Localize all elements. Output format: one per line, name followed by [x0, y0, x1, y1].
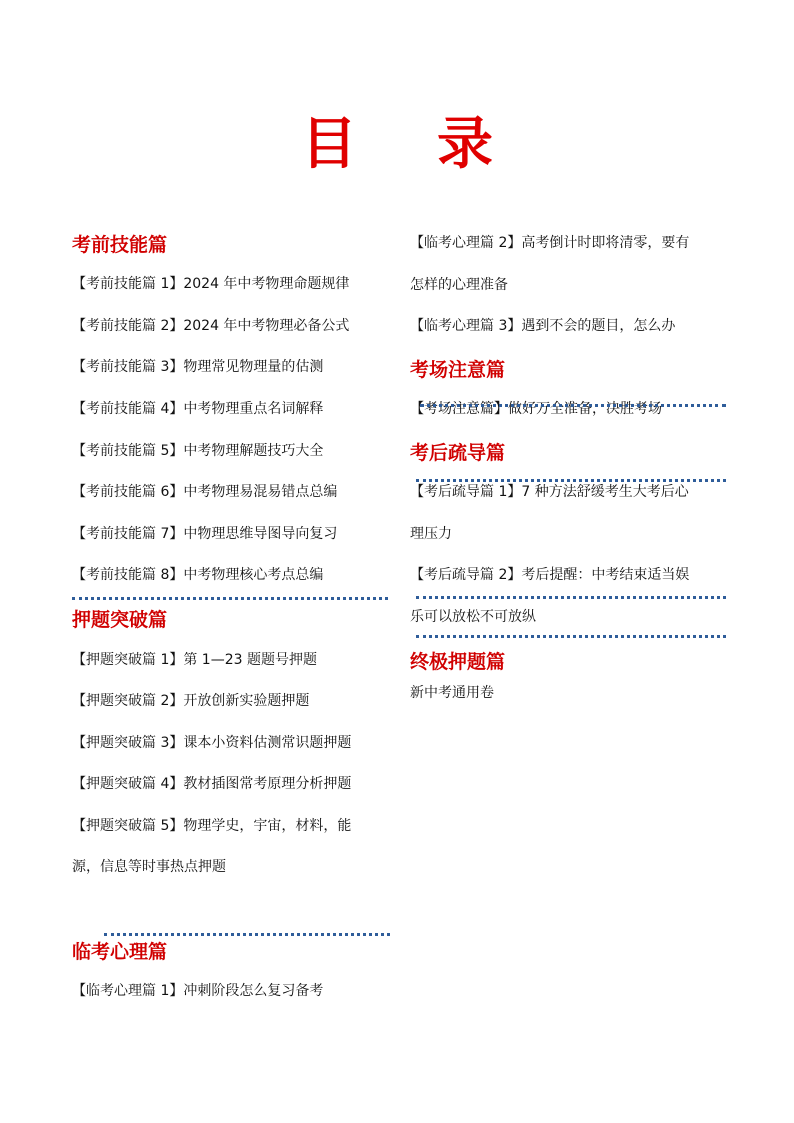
- section-heading-psychology: 临考心理篇: [72, 941, 168, 963]
- toc-item[interactable]: 【考前技能篇 2】2024 年中考物理必备公式: [72, 318, 350, 334]
- page-title: [0, 100, 794, 180]
- title-char-2: 录: [437, 111, 493, 177]
- toc-item[interactable]: 【临考心理篇 2】高考倒计时即将清零，要有: [410, 235, 690, 251]
- toc-item[interactable]: 【临考心理篇 1】冲刺阶段怎么复习备考: [72, 983, 324, 999]
- toc-item[interactable]: 【考前技能篇 5】中考物理解题技巧大全: [72, 443, 324, 459]
- section-heading-exam-room: 考场注意篇: [410, 359, 506, 381]
- toc-item[interactable]: 【押题突破篇 2】开放创新实验题押题: [72, 693, 310, 709]
- toc-item[interactable]: 【考前技能篇 6】中考物理易混易错点总编: [72, 484, 338, 500]
- toc-item[interactable]: 【押题突破篇 1】第 1—23 题题号押题: [72, 652, 317, 668]
- toc-item[interactable]: 【考后疏导篇 2】考后提醒：中考结束适当娱: [410, 567, 690, 583]
- dotted-divider: [72, 597, 388, 600]
- toc-item[interactable]: 【考场注意篇】做好万全准备，决胜考场: [410, 401, 662, 417]
- toc-item[interactable]: 【押题突破篇 5】物理学史，宇宙，材料，能: [72, 818, 352, 834]
- section-heading-exam-skills: 考前技能篇: [72, 234, 168, 256]
- toc-item[interactable]: 【押题突破篇 3】课本小资料估测常识题押题: [72, 735, 352, 751]
- toc-item[interactable]: 新中考通用卷: [410, 685, 494, 701]
- toc-item[interactable]: 【考前技能篇 3】物理常见物理量的估测: [72, 359, 324, 375]
- toc-item-continued[interactable]: 怎样的心理准备: [410, 277, 508, 293]
- toc-item[interactable]: 【考前技能篇 7】中物理思维导图导向复习: [72, 526, 338, 542]
- toc-item[interactable]: 【考前技能篇 4】中考物理重点名词解释: [72, 401, 324, 417]
- toc-item[interactable]: 【临考心理篇 3】遇到不会的题目，怎么办: [410, 318, 676, 334]
- toc-item-continued[interactable]: 乐可以放松不可放纵: [410, 609, 536, 625]
- toc-item[interactable]: 【押题突破篇 4】教材插图常考原理分析押题: [72, 776, 352, 792]
- toc-item-continued[interactable]: 源，信息等时事热点押题: [72, 859, 226, 875]
- toc-item[interactable]: 【考后疏导篇 1】7 种方法舒缓考生大考后心: [410, 484, 689, 500]
- dotted-divider: [416, 635, 726, 638]
- toc-item-continued[interactable]: 理压力: [410, 526, 452, 542]
- dotted-divider: [420, 404, 726, 407]
- section-heading-post-exam: 考后疏导篇: [410, 442, 506, 464]
- section-heading-final-prediction: 终极押题篇: [410, 651, 506, 673]
- title-char-1: 目: [301, 111, 357, 177]
- toc-item[interactable]: 【考前技能篇 8】中考物理核心考点总编: [72, 567, 324, 583]
- dotted-divider: [104, 933, 390, 936]
- section-heading-prediction: 押题突破篇: [72, 609, 168, 631]
- dotted-divider: [416, 596, 726, 599]
- toc-item[interactable]: 【考前技能篇 1】2024 年中考物理命题规律: [72, 276, 350, 292]
